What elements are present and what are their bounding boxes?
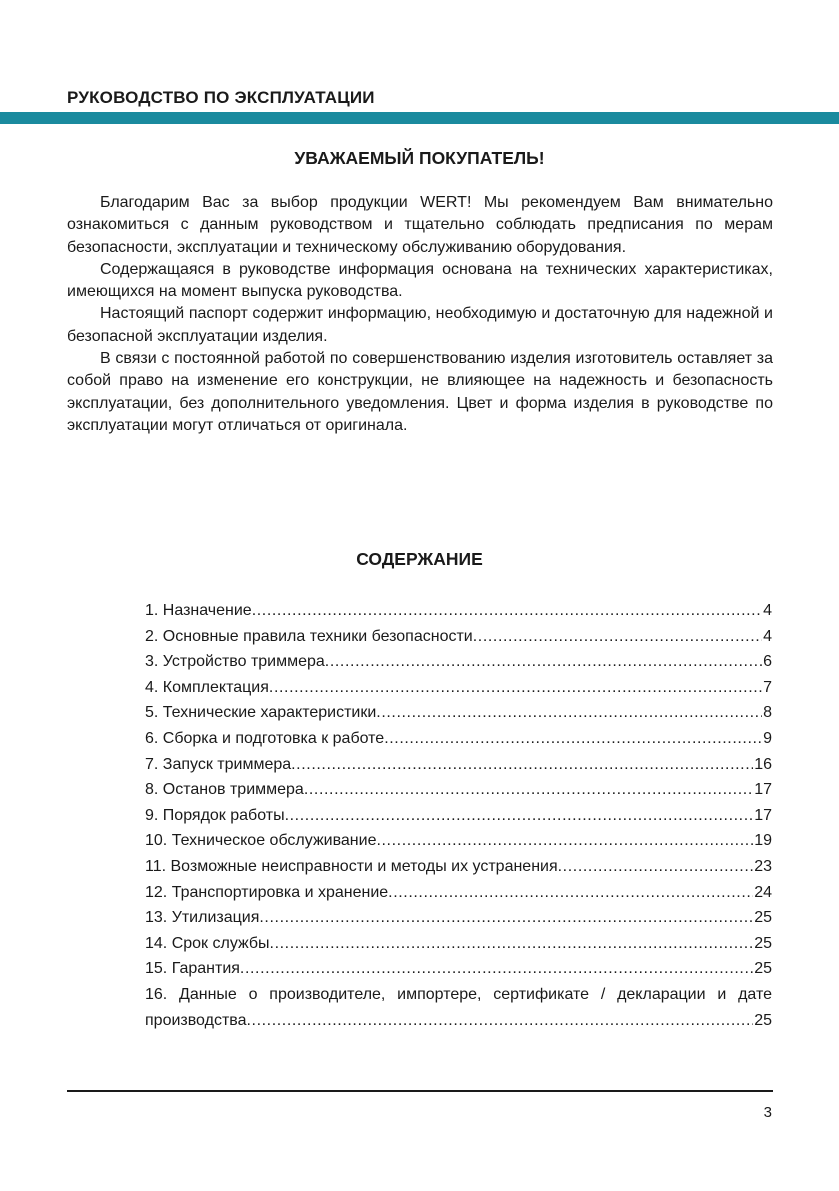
toc-item-page: 16 [754,755,772,773]
toc-item-page: 8 [763,704,772,722]
toc-item-label: 6. Сборка и подготовка к работе [145,729,385,747]
toc-item[interactable] [145,956,772,982]
toc-item[interactable] [145,803,772,829]
toc-item-page: 25 [754,1011,772,1029]
toc-leader-dots [376,828,753,854]
toc-item[interactable] [145,931,772,957]
toc-leader-dots [388,880,753,906]
toc-leader-dots [270,931,754,957]
toc-item-label: 11. Возможные неисправности и методы их устранения [145,857,558,875]
toc-leader-dots [285,803,754,829]
toc-item[interactable] [145,700,772,726]
toc-leader-dots [558,854,754,880]
toc-item[interactable] [145,649,772,675]
toc-item[interactable] [145,880,772,906]
toc-item-label: 5. Технические характеристики [145,704,377,722]
toc-item[interactable] [145,905,772,931]
toc-item-label: 9. Порядок работы [145,806,285,824]
toc-item[interactable] [145,828,772,854]
toc-leader-dots [259,905,753,931]
toc-item[interactable] [145,675,772,701]
toc-item-page: 25 [754,960,772,978]
toc-item-label: 1. Назначение [145,602,252,619]
toc-item-page: 9 [763,729,772,747]
table-of-contents [145,598,772,1033]
header-accent-bar [0,112,839,124]
toc-item-page: 25 [754,909,772,927]
toc-item-page: 7 [763,678,772,696]
intro-paragraph: Благодарим Вас за выбор продукции WERT! Мы рекомендуем Вам внимательно ознакомиться с данным руководством и тщательно соблюдать предписания по мерам безопасности, эксплуатации и техническому обслуживанию оборудования. [67,194,773,256]
footer-divider [67,1090,773,1092]
toc-item-label: 3. Устройство триммера [145,653,325,671]
toc-leader-dots [304,777,753,803]
toc-item-page: 19 [754,832,772,850]
toc-leader-dots [246,1008,753,1034]
document-header-title: РУКОВОДСТВО ПО ЭКСПЛУАТАЦИИ [67,88,375,107]
toc-item-label: 2. Основные правила техники безопасности [145,627,473,645]
toc-title: СОДЕРЖАНИЕ [356,549,483,569]
toc-item-label: 7. Запуск триммера [145,755,292,773]
toc-item[interactable] [145,726,772,752]
toc-item-page: 23 [754,857,772,875]
toc-item-label: 14. Срок службы [145,934,270,952]
intro-text [67,192,773,437]
toc-item-label: 12. Транспортировка и хранение [145,883,389,901]
toc-item[interactable] [145,854,772,880]
toc-item[interactable] [145,777,772,803]
toc-leader-dots [291,752,753,778]
intro-paragraph: Настоящий паспорт содержит информацию, необходимую и достаточную для надежной и безопасной эксплуатации изделия. [67,305,773,345]
intro-paragraph: В связи с постоянной работой по совершенствованию изделия изготовитель оставляет за собой право на изменение его конструкции, не влияющее на надежность и безопасность эксплуатации, без дополнительного уведомления. Цвет и форма изделия в руководстве по эксплуатации могут отличаться от оригинала. [67,350,773,434]
toc-item-page: 25 [754,934,772,952]
toc-item-wrapped-line[interactable]: 16. Данные о производителе, импортере, сертификате / декларации и дате [145,985,772,1003]
page-number: 3 [763,1104,772,1121]
greeting-heading: УВАЖАЕМЫЙ ПОКУПАТЕЛЬ! [294,148,545,168]
toc-item-label: 13. Утилизация [145,909,260,927]
toc-leader-dots [252,598,762,624]
toc-item-page: 17 [754,781,772,799]
toc-item-page: 6 [763,653,772,671]
toc-item[interactable] [145,752,772,778]
toc-leader-dots [384,726,762,752]
toc-item[interactable] [145,624,772,650]
toc-item-label: 8. Останов триммера [145,781,304,799]
toc-item[interactable] [145,1008,772,1034]
toc-item-label: производства [145,1011,247,1029]
toc-leader-dots [240,956,753,982]
toc-leader-dots [376,700,762,726]
toc-item-page: 17 [754,806,772,824]
toc-leader-dots [473,624,762,650]
toc-leader-dots [269,675,762,701]
toc-item[interactable] [145,598,772,624]
intro-paragraph: Содержащаяся в руководстве информация основана на технических характеристиках, имеющихся на момент выпуска руководства. [67,260,773,301]
toc-item-label: 4. Комплектация [145,678,269,696]
toc-leader-dots [325,649,762,675]
toc-item-page: 24 [754,883,772,901]
toc-item-page: 4 [763,602,772,619]
toc-item-label: 15. Гарантия [145,960,240,978]
toc-item-label: 10. Техническое обслуживание [145,832,377,850]
toc-item-page: 4 [763,627,772,645]
